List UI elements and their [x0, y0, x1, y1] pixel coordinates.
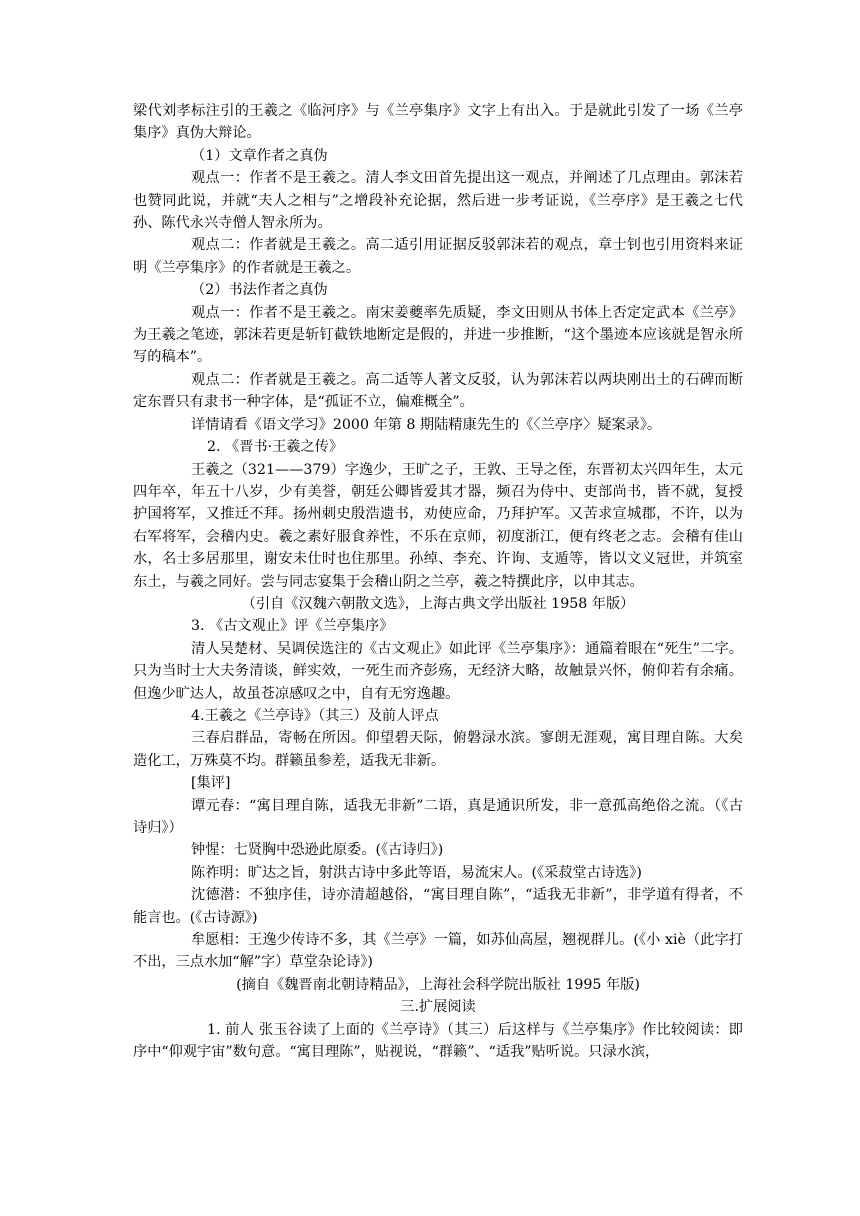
- paragraph-jinshu-biography: 王羲之（321——379）字逸少，王旷之子，王敦、王导之侄，东晋初太兴四年生，太元四年卒，年五十八岁，少有美誉，朝廷公卿皆爱其才器，频召为侍中、吏部尚书，皆不就，复授护国将军，又推迁不拜。扬州刺史殷浩遗书，劝使应命，乃拜护军。又苦求宣城郡，不许，以为右军将军，会稽内史。羲之素好服食养性，不乐在京师，初度浙江，便有终老之志。会稽有佳山水，名士多居那里，谢安未仕时也住那里。孙绰、李充、许询、支遁等，皆以文义冠世，并筑室东土，与羲之同好。尝与同志宴集于会稽山阴之兰亭，羲之特撰此序，以申其志。: [133, 461, 743, 590]
- paragraph-calligraphy-view-two: 观点二：作者就是王羲之。高二适等人著文反驳，认为郭沫若以两块刚出土的石碑而断定东晋只有隶书一种字体，是“孤证不立，偏难概全”。: [133, 371, 743, 411]
- heading-guwen-guanzhi: 3. 《古文观止》评《兰亭集序》: [191, 618, 394, 635]
- heading-collected-comments: [集评]: [191, 775, 231, 792]
- comment-shen-deqian: 沈德潜：不独序佳，诗亦清超越俗，“寓目理自陈”，“适我无非新”，非学道有得者，不能言也。(《古诗源》): [133, 887, 743, 926]
- heading-lanting-poem: 4.王羲之《兰亭诗》（其三）及前人评点: [191, 707, 439, 724]
- paragraph-text-view-one: 观点一：作者不是王羲之。清人李文田首先提出这一观点，并阐述了几点理由。郭沫若也赞同此说，并就“夫人之相与”之增段补充论据，然后进一步考证说，《兰亭序》是王羲之七代孙、陈代永兴寺僧人智永所为。: [133, 170, 743, 232]
- paragraph-reference-note: 详情请看《语文学习》2000 年第 8 期陆精康先生的《〈兰亭序〉疑案录》。: [191, 416, 662, 433]
- paragraph-calligraphy-view-one: 观点一：作者不是王羲之。南宋姜夔率先质疑，李文田则从书体上否定定武本《兰亭》为王羲之笔迹，郭沫若更是斩钉截铁地断定是假的，并进一步推断，“这个墨迹本应该就是智永所写的稿本”。: [133, 304, 743, 366]
- paragraph-debate-intro: 梁代刘孝标注引的王羲之《临河序》与《兰亭集序》文字上有出入。于是就此引发了一场《兰亭集序》真伪大辩论。: [133, 103, 743, 142]
- comment-tan-yuanchun: 谭元春：“寓目理自陈，适我无非新”二语，真是通识所发，非一意孤高绝俗之流。（《古诗归》）: [133, 797, 743, 836]
- section-heading-extended-reading: 三.扩展阅读: [400, 999, 476, 1016]
- heading-calligraphy-authorship: （2）书法作者之真伪: [191, 282, 328, 299]
- comment-chen-zuoming: 陈祚明：旷达之旨，射洪古诗中多此等语，易流宋人。(《采菽堂古诗选》): [191, 864, 642, 881]
- heading-text-authorship: （1）文章作者之真伪: [191, 147, 328, 164]
- comment-zhong-xing: 钟惺：七贤胸中恐逊此原委。(《古诗归》): [191, 842, 444, 859]
- document-page: [133, 100, 743, 1063]
- comment-mou-yuanxiang: 牟愿相：王逸少传诗不多，其《兰亭》一篇，如苏仙高屋，翘视群儿。(《小 xiè（此字打不出，三点水加“解”字）草堂杂论诗》): [133, 932, 743, 971]
- paragraph-text-view-two: 观点二：作者就是王羲之。高二适引用证据反驳郭沫若的观点，章士钊也引用资料来证明《兰亭集序》的作者就是王羲之。: [133, 237, 743, 276]
- citation-jinshu-source: （引自《汉魏六朝散文选》，上海古典文学出版社 1958 年版）: [241, 595, 635, 612]
- citation-poetry-source: (摘自《魏晋南北朝诗精品》，上海社会科学院出版社 1995 年版): [236, 976, 640, 993]
- paragraph-zhang-yugu: 1. 前人 张玉谷读了上面的《兰亭诗》（其三）后这样与《兰亭集序》作比较阅读：即序中“仰观宇宙”数句意。“寓目理陈”，贴视说，“群籁”、“适我”贴听说。只渌水滨，: [133, 1021, 743, 1061]
- paragraph-lanting-poem: 三春启群品，寄畅在所因。仰望碧天际，俯磐渌水滨。寥朗无涯观，寓目理自陈。大矣造化工，万殊莫不均。群籁虽参差，适我无非新。: [133, 730, 743, 769]
- paragraph-guwen-guanzhi-comment: 清人吴楚材、吴调侯选注的《古文观止》如此评《兰亭集序》：通篇着眼在“死生”二字。只为当时士大夫务清谈，鲜实效，一死生而齐彭殇，无经济大略，故触景兴怀，俯仰若有余痛。但逸少旷达人，故虽苍凉感叹之中，自有无穷逸趣。: [133, 640, 743, 702]
- heading-jinshu: 2. 《晋书·王羲之传》: [207, 439, 344, 456]
